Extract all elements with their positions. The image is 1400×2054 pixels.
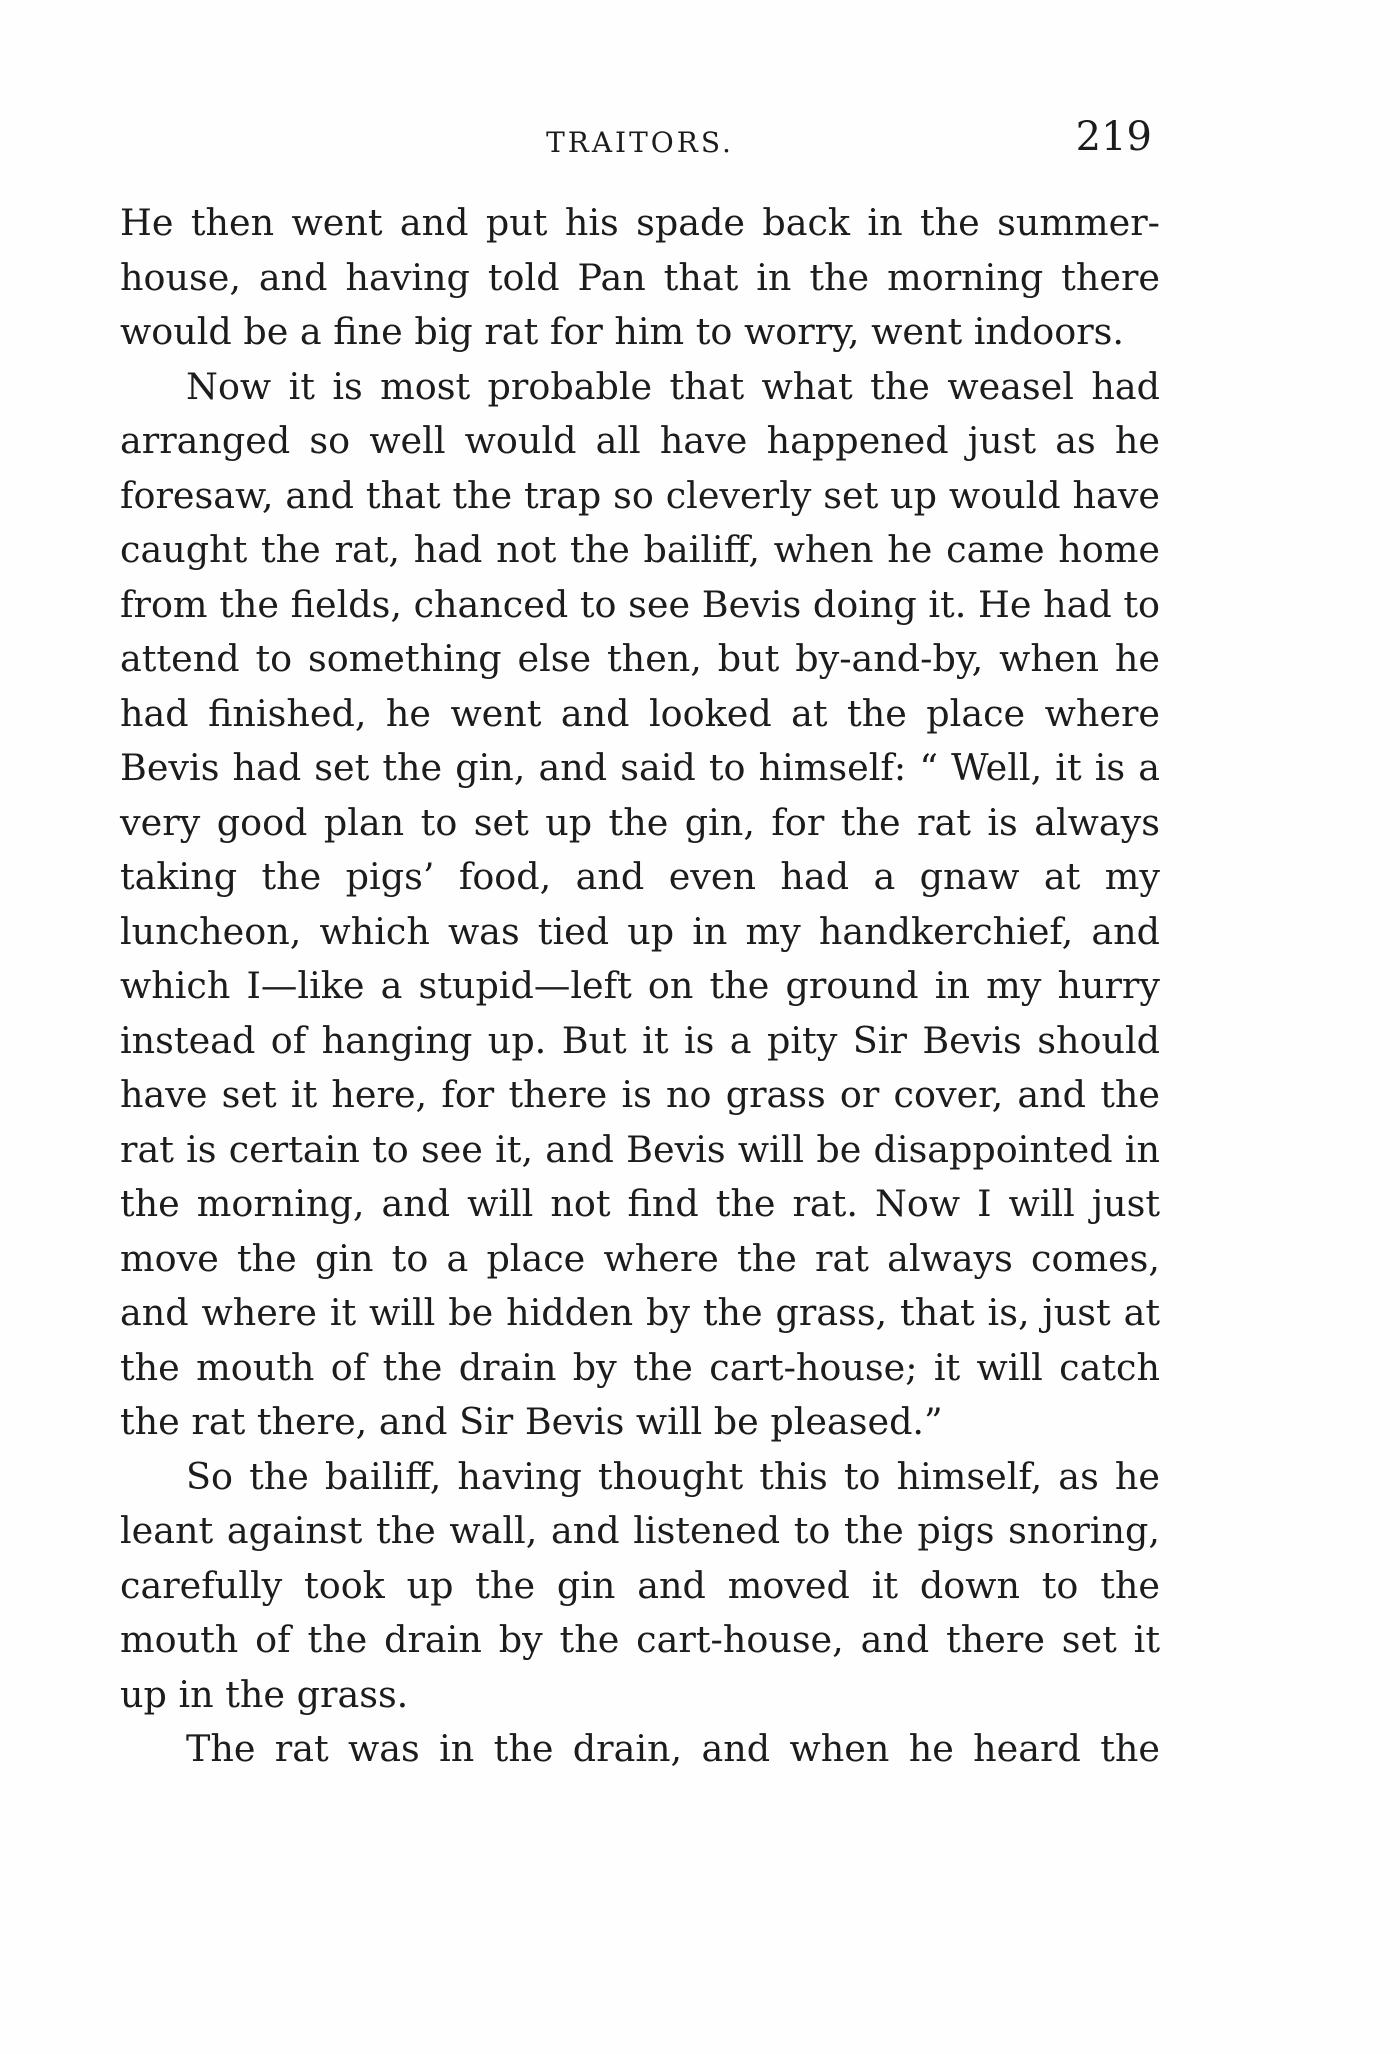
page-number: 219 — [1075, 114, 1152, 160]
paragraph-4: The rat was in the drain, and when he heard the — [186, 1727, 1160, 1770]
paragraph-2: Now it is most probable that what the weasel had arranged so well would all have happened just as he foresaw, and that the trap so cleverly set up would have caught the rat, had not the bailiff, when he came home from the fields, chanced to see Bevis doing it. He had to attend to something else then, but by-and-by, when he had finished, he went and looked at the place where Bevis had set the gin, and said to himself: “ Well, it is a very good plan to set up the gin, for the rat is always taking the pigs’ food, and even had a gnaw at my luncheon, which was tied up in my handkerchief, and which I—like a stupid—left on the ground in my hurry instead of hanging up. But it is a pity Sir Bevis should have set it here, for there is no grass or cover, and the rat is certain to see it, and Bevis will be disappointed in the morning, and will not find the rat. Now I will just move the gin to a place where the rat always comes, and where it will be hidden by the grass, that is, just at the mouth of the drain by the cart-house; it will catch the rat there, and Sir Bevis will be pleased.” — [120, 364, 1160, 1443]
running-title: TRAITORS. — [546, 126, 734, 159]
paragraph-1: He then went and put his spade back in the summer-house, and having told Pan that in the morning there would be a fine big rat for him to worry, went indoors. — [120, 201, 1160, 353]
paragraph-3: So the bailiff, having thought this to himself, as he leant against the wall, and listened to the pigs snoring, carefully took up the gin and moved it down to the mouth of the drain by the cart-house, and there set it up in the grass. — [120, 1454, 1160, 1716]
body-text — [120, 196, 1160, 1777]
running-header — [120, 112, 1160, 172]
